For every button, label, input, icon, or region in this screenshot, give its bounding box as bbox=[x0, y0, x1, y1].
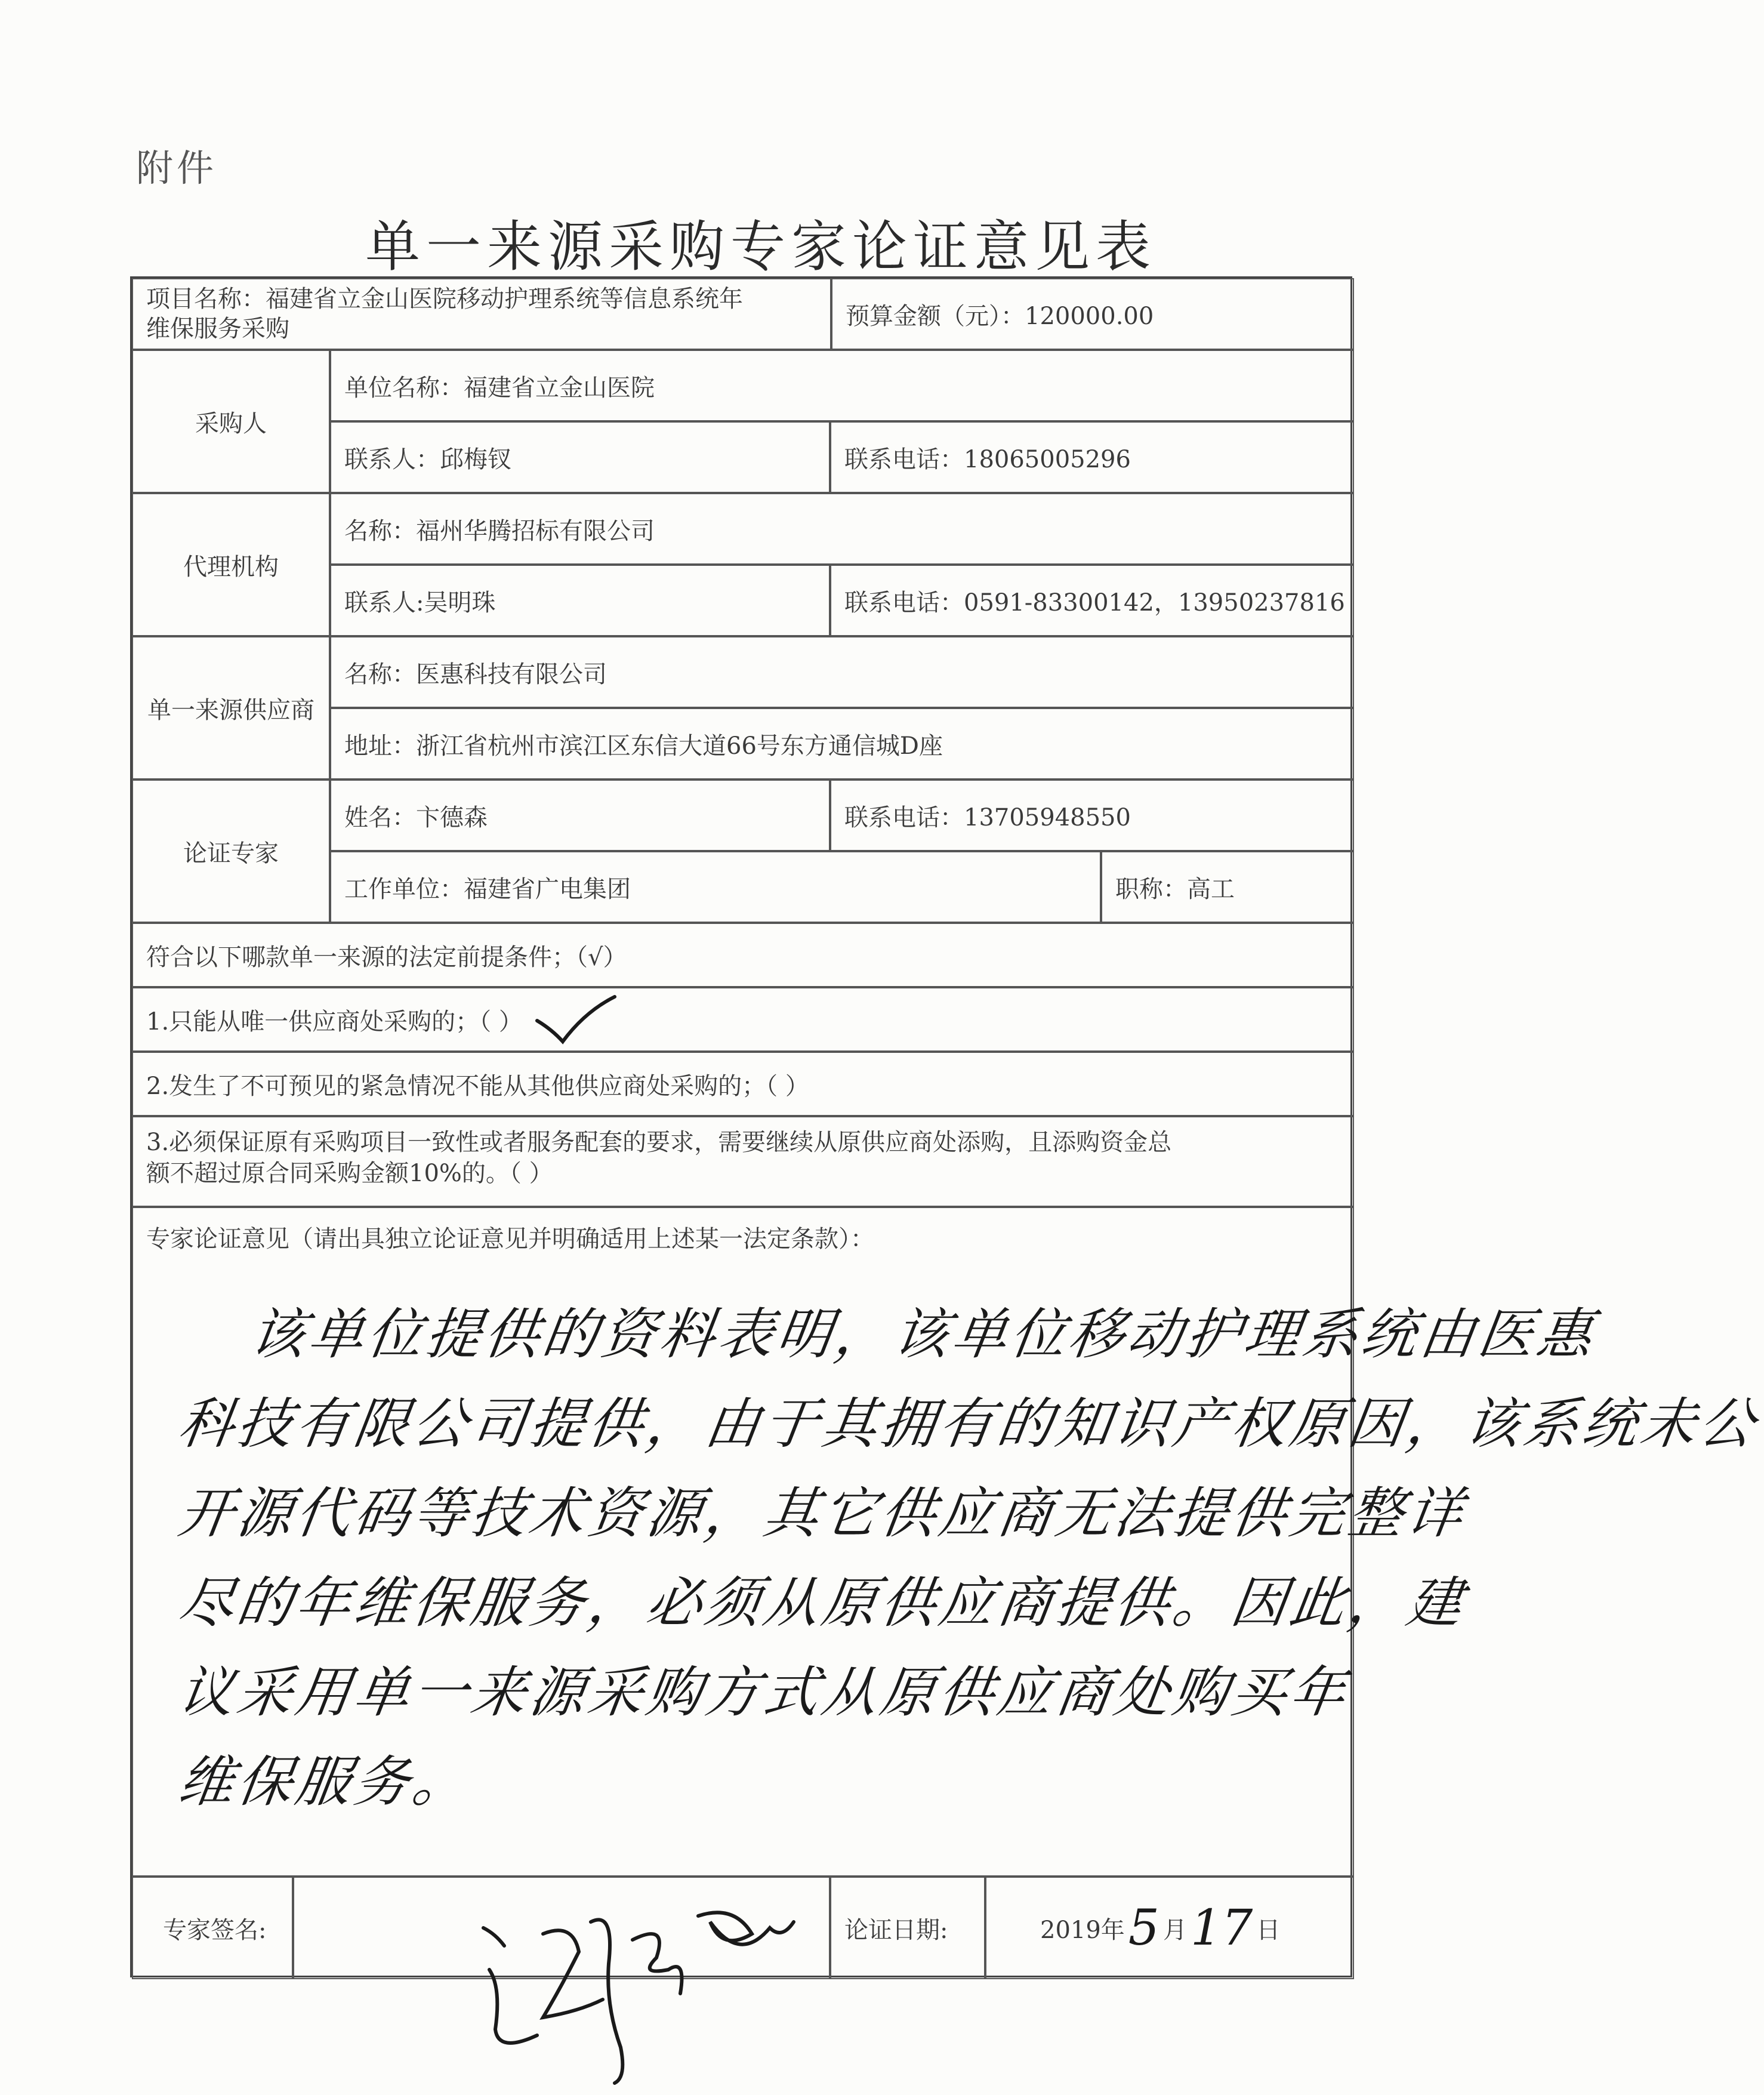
date-label: 论证日期: bbox=[830, 1877, 985, 1979]
opinion-form bbox=[130, 276, 1763, 1977]
conditions-heading: 符合以下哪款单一来源的法定前提条件；（√） bbox=[132, 923, 1354, 987]
expert-name: 姓名：卞德森 bbox=[330, 780, 830, 851]
expert-phone: 联系电话：13705948550 bbox=[830, 780, 1354, 851]
agency-contact: 联系人:吴明珠 bbox=[330, 565, 830, 636]
opinion-line-6: 维保服务。 bbox=[174, 1750, 476, 1814]
purchaser-unit: 单位名称：福建省立金山医院 bbox=[330, 350, 1354, 421]
project-name-cell bbox=[132, 278, 831, 350]
opinion-heading: 专家论证意见（请出具独立论证意见并明确适用上述某一法定条款）： bbox=[146, 1225, 874, 1253]
opinion-handwriting bbox=[132, 1207, 1763, 1877]
condition-item-1-text: 1.只能从唯一供应商处采购的；（ ） bbox=[146, 1008, 523, 1036]
purchaser-contact: 联系人：邱梅钗 bbox=[330, 421, 830, 493]
project-name-line2: 维保服务采购 bbox=[146, 315, 289, 343]
date-year: 2019年 bbox=[1040, 1916, 1125, 1944]
supplier-name: 名称：医惠科技有限公司 bbox=[330, 636, 1354, 708]
date-day: 17 bbox=[1190, 1899, 1253, 1957]
purchaser-label: 采购人 bbox=[132, 350, 330, 493]
opinion-line-4: 尽的年维保服务，必须从原供应商提供。因此，建 bbox=[174, 1571, 1470, 1635]
expert-workplace: 工作单位：福建省广电集团 bbox=[330, 851, 1101, 923]
expert-label: 论证专家 bbox=[132, 780, 330, 923]
date-month-unit: 月 bbox=[1162, 1916, 1187, 1944]
budget-cell: 预算金额（元）：120000.00 bbox=[831, 278, 1354, 350]
attachment-label: 附件 bbox=[136, 146, 218, 190]
opinion-line-3: 开源代码等技术资源，其它供应商无法提供完整详 bbox=[174, 1481, 1470, 1545]
purchaser-phone: 联系电话：18065005296 bbox=[830, 421, 1354, 493]
condition-item-3-line1: 3.必须保证原有采购项目一致性或者服务配套的要求，需要继续从原供应商处添购，且添购资金总 bbox=[146, 1129, 1172, 1156]
checkmark-icon bbox=[534, 994, 618, 1048]
supplier-address: 地址：浙江省杭州市滨江区东信大道66号东方通信城D座 bbox=[330, 708, 1354, 780]
expert-title: 职称：高工 bbox=[1101, 851, 1354, 923]
date-month: 5 bbox=[1128, 1899, 1159, 1957]
form-title: 单一来源采购专家论证意见表 bbox=[365, 215, 1157, 279]
supplier-label: 单一来源供应商 bbox=[132, 636, 330, 780]
agency-name: 名称：福州华腾招标有限公司 bbox=[330, 493, 1354, 565]
signature-icon bbox=[471, 1898, 806, 2089]
date-day-unit: 日 bbox=[1256, 1916, 1281, 1944]
opinion-line-2: 科技有限公司提供，由于其拥有的知识产权原因，该系统未公 bbox=[174, 1392, 1763, 1456]
condition-item-3 bbox=[132, 1116, 1354, 1207]
opinion-line-1: 该单位提供的资料表明，该单位移动护理系统由医惠 bbox=[246, 1302, 1600, 1366]
condition-item-1 bbox=[132, 987, 1354, 1052]
condition-item-3-line2: 额不超过原合同采购金额10%的。（ ） bbox=[146, 1160, 553, 1187]
date-cell bbox=[985, 1877, 1354, 1979]
signature-label: 专家签名: bbox=[132, 1877, 293, 1979]
agency-label: 代理机构 bbox=[132, 493, 330, 636]
opinion-line-5: 议采用单一来源采购方式从原供应商处购买年 bbox=[174, 1660, 1353, 1724]
project-name-line1: 项目名称：福建省立金山医院移动护理系统等信息系统年 bbox=[146, 285, 743, 313]
agency-phone: 联系电话：0591-83300142，13950237816 bbox=[830, 565, 1354, 636]
condition-item-2: 2.发生了不可预见的紧急情况不能从其他供应商处采购的；（ ） bbox=[132, 1052, 1354, 1116]
